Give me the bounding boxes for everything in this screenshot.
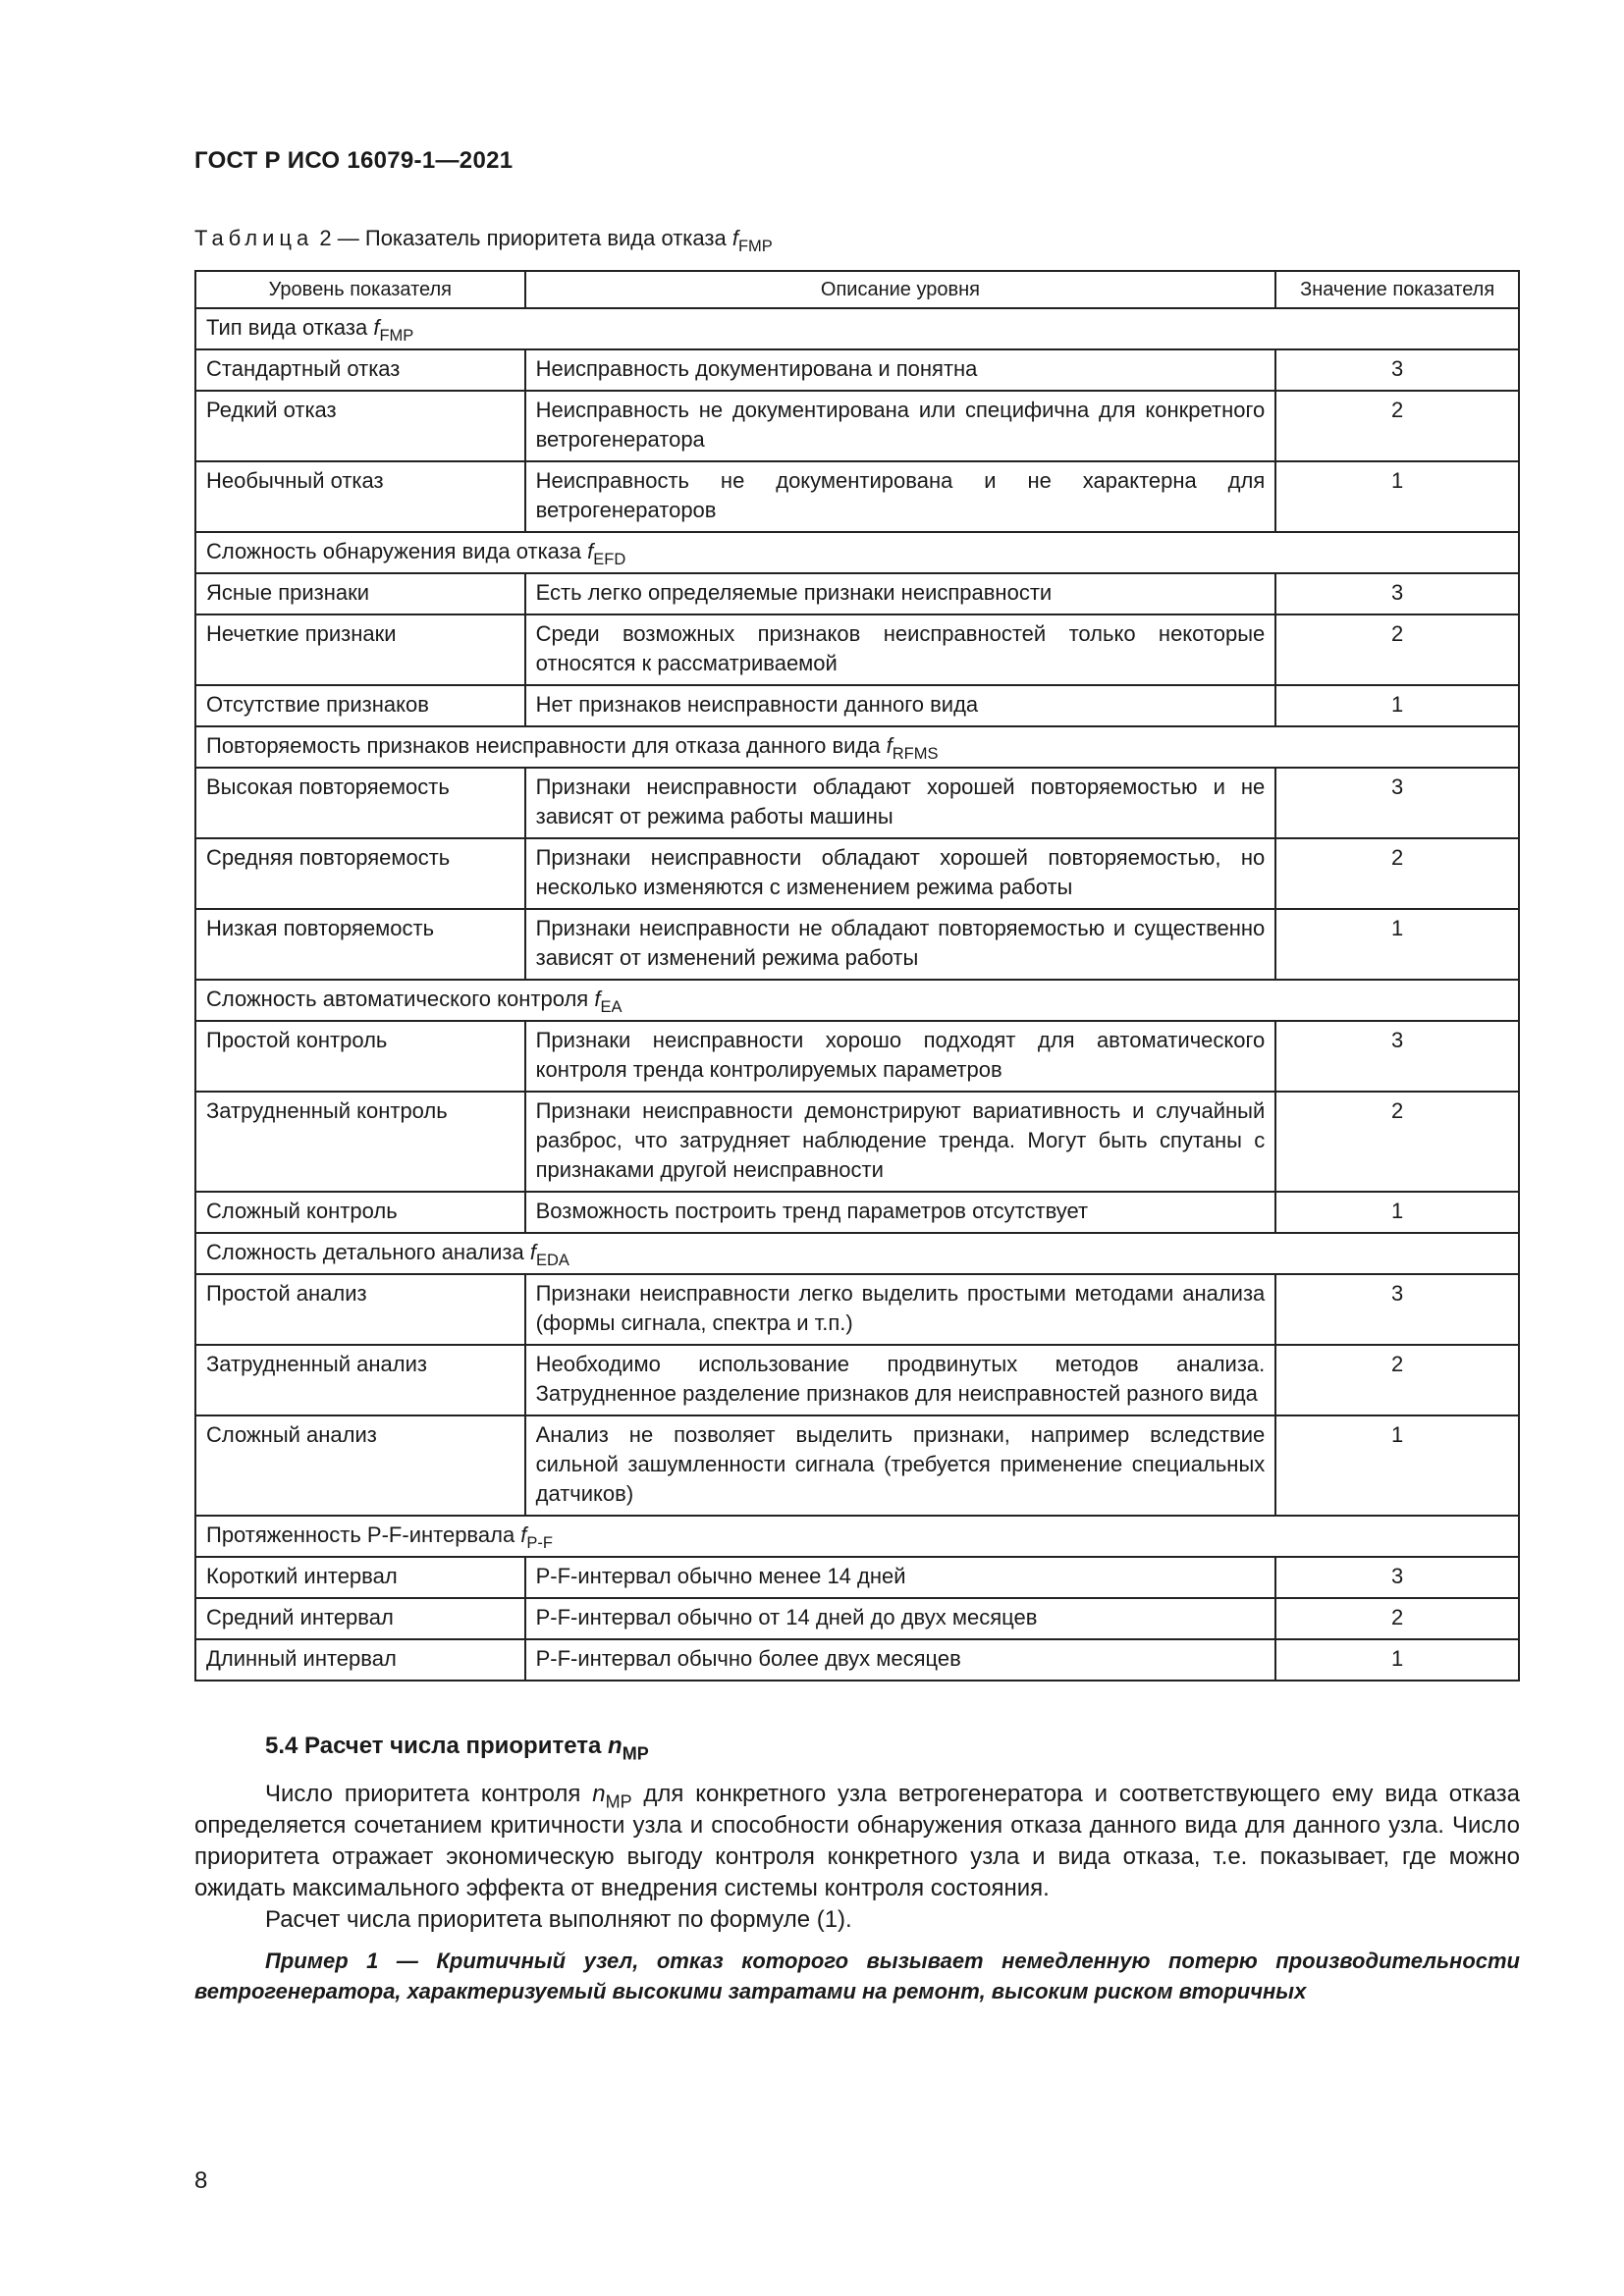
table-row (195, 461, 1519, 532)
group-symbol: f (520, 1522, 527, 1547)
group-title: Тип вида отказа (206, 315, 374, 340)
table-row (195, 1274, 1519, 1345)
group-subscript: RFMS (892, 744, 939, 763)
table-row (195, 573, 1519, 614)
value-cell: 1 (1275, 1192, 1519, 1233)
value-cell: 2 (1275, 1092, 1519, 1192)
level-cell: Простой контроль (195, 1021, 525, 1092)
level-cell: Сложный контроль (195, 1192, 525, 1233)
table-group-row (195, 308, 1519, 349)
caption-prefix: Таблица (194, 226, 314, 250)
group-title-cell (195, 532, 1519, 573)
value-cell: 1 (1275, 1639, 1519, 1681)
paragraph (194, 1779, 1520, 1904)
description-cell: Признаки неисправности обладают хорошей повторяемостью, но несколько изменяются с изменением режима работы (525, 838, 1276, 909)
group-title-cell (195, 308, 1519, 349)
group-subscript: FMP (379, 326, 414, 345)
value-cell: 2 (1275, 391, 1519, 461)
description-cell: Среди возможных признаков неисправностей только некоторые относятся к рассматриваемой (525, 614, 1276, 685)
value-cell: 2 (1275, 614, 1519, 685)
description-cell: Неисправность документирована и понятна (525, 349, 1276, 391)
table-row (195, 768, 1519, 838)
table-group-row (195, 532, 1519, 573)
group-title: Сложность автоматического контроля (206, 987, 595, 1011)
level-cell: Низкая повторяемость (195, 909, 525, 980)
table-row (195, 1639, 1519, 1681)
level-cell: Высокая повторяемость (195, 768, 525, 838)
description-cell: Неисправность не документирована или специфична для конкретного ветрогенератора (525, 391, 1276, 461)
group-title: Сложность детального анализа (206, 1240, 530, 1264)
group-symbol: f (587, 539, 594, 563)
table-row (195, 1557, 1519, 1598)
group-subscript: P-F (526, 1533, 554, 1552)
description-cell: Анализ не позволяет выделить признаки, например вследствие сильной зашумленности сигнала (требуется применение специальных датчиков) (525, 1415, 1276, 1516)
level-cell: Сложный анализ (195, 1415, 525, 1516)
level-cell: Простой анализ (195, 1274, 525, 1345)
table-row (195, 614, 1519, 685)
level-cell: Затрудненный анализ (195, 1345, 525, 1415)
value-cell: 3 (1275, 768, 1519, 838)
table-row (195, 909, 1519, 980)
group-title: Сложность обнаружения вида отказа (206, 539, 588, 563)
section-heading (265, 1733, 649, 1764)
table-row (195, 685, 1519, 726)
paragraph-text: для конкретного узла ветрогенератора и соответствующего ему вида отказа определяется сочетанием критичности узла и способности обнаружения отказа данного вида для данного узла. Число приоритета отражает экономическую выгоду контроля конкретного узла и вида отказа, т.е. показывает, где можно ожидать максимального эффекта от внедрения системы контроля состояния. (194, 1781, 1520, 1901)
description-cell: Признаки неисправности демонстрируют вариативность и случайный разброс, что затрудняет наблюдение тренда. Могут быть спутаны с признаками другой неисправности (525, 1092, 1276, 1192)
table-group-row (195, 980, 1519, 1021)
value-cell: 1 (1275, 685, 1519, 726)
level-cell: Отсутствие признаков (195, 685, 525, 726)
level-cell: Стандартный отказ (195, 349, 525, 391)
description-cell: Признаки неисправности хорошо подходят для автоматического контроля тренда контролируемых параметров (525, 1021, 1276, 1092)
value-cell: 3 (1275, 573, 1519, 614)
level-cell: Нечеткие признаки (195, 614, 525, 685)
priority-table (194, 270, 1520, 1682)
table-row (195, 1598, 1519, 1639)
table-group-row (195, 726, 1519, 768)
group-title: Повторяемость признаков неисправности для отказа данного вида (206, 733, 887, 758)
description-cell: P-F-интервал обычно менее 14 дней (525, 1557, 1276, 1598)
value-cell: 2 (1275, 838, 1519, 909)
value-cell: 3 (1275, 349, 1519, 391)
caption-number: 2 (319, 226, 332, 250)
paragraph-text: Число приоритета контроля (265, 1781, 593, 1807)
value-cell: 3 (1275, 1274, 1519, 1345)
description-cell: Есть легко определяемые признаки неисправности (525, 573, 1276, 614)
level-cell: Средняя повторяемость (195, 838, 525, 909)
group-title: Протяженность P-F-интервала (206, 1522, 521, 1547)
caption-symbol: f (731, 226, 738, 250)
table-row (195, 1021, 1519, 1092)
paragraph-symbol: n (592, 1781, 606, 1807)
level-cell: Короткий интервал (195, 1557, 525, 1598)
description-cell: Необходимо использование продвинутых методов анализа. Затрудненное разделение признаков для неисправностей разного вида (525, 1345, 1276, 1415)
description-cell: Признаки неисправности обладают хорошей повторяемостью и не зависят от режима работы машины (525, 768, 1276, 838)
group-symbol: f (594, 987, 601, 1011)
table-row (195, 391, 1519, 461)
table-header-row (195, 271, 1519, 308)
caption-text: — Показатель приоритета вида отказа (337, 226, 732, 250)
table-caption (194, 226, 773, 255)
value-cell: 1 (1275, 461, 1519, 532)
value-cell: 1 (1275, 1415, 1519, 1516)
document-header: ГОСТ Р ИСО 16079-1—2021 (194, 147, 514, 174)
group-subscript: EDA (536, 1251, 569, 1269)
description-cell: P-F-интервал обычно от 14 дней до двух месяцев (525, 1598, 1276, 1639)
caption-subscript: FMP (737, 237, 773, 255)
group-symbol: f (529, 1240, 536, 1264)
level-cell: Средний интервал (195, 1598, 525, 1639)
page-number: 8 (194, 2167, 208, 2194)
value-cell: 2 (1275, 1598, 1519, 1639)
paragraph: Расчет числа приоритета выполняют по формуле (1). (265, 1906, 852, 1933)
table-row (195, 349, 1519, 391)
table-row (195, 1345, 1519, 1415)
description-cell: Нет признаков неисправности данного вида (525, 685, 1276, 726)
group-title-cell (195, 1516, 1519, 1557)
value-cell: 3 (1275, 1557, 1519, 1598)
column-header-value: Значение показателя (1275, 271, 1519, 308)
table-row (195, 1092, 1519, 1192)
level-cell: Ясные признаки (195, 573, 525, 614)
table-row (195, 1415, 1519, 1516)
group-subscript: EFD (593, 550, 626, 568)
group-symbol: f (373, 315, 380, 340)
table-row (195, 838, 1519, 909)
description-cell: Возможность построить тренд параметров отсутствует (525, 1192, 1276, 1233)
description-cell: Неисправность не документирована и не характерна для ветрогенераторов (525, 461, 1276, 532)
level-cell: Редкий отказ (195, 391, 525, 461)
table-group-row (195, 1516, 1519, 1557)
section-title: 5.4 Расчет числа приоритета (265, 1733, 609, 1759)
paragraph-subscript: MP (605, 1791, 632, 1812)
level-cell: Длинный интервал (195, 1639, 525, 1681)
section-symbol: n (608, 1733, 623, 1759)
table-group-row (195, 1233, 1519, 1274)
section-subscript: MP (622, 1743, 649, 1764)
description-cell: Признаки неисправности легко выделить простыми методами анализа (формы сигнала, спектра и т.п.) (525, 1274, 1276, 1345)
table-row (195, 1192, 1519, 1233)
group-title-cell (195, 980, 1519, 1021)
group-title-cell (195, 726, 1519, 768)
level-cell: Затрудненный контроль (195, 1092, 525, 1192)
value-cell: 3 (1275, 1021, 1519, 1092)
group-title-cell (195, 1233, 1519, 1274)
group-subscript: EA (600, 997, 623, 1016)
value-cell: 2 (1275, 1345, 1519, 1415)
group-symbol: f (886, 733, 893, 758)
value-cell: 1 (1275, 909, 1519, 980)
column-header-level: Уровень показателя (195, 271, 525, 308)
column-header-description: Описание уровня (525, 271, 1276, 308)
body-text (194, 1779, 1520, 2006)
table-body (195, 308, 1519, 1681)
level-cell: Необычный отказ (195, 461, 525, 532)
description-cell: P-F-интервал обычно более двух месяцев (525, 1639, 1276, 1681)
description-cell: Признаки неисправности не обладают повторяемостью и существенно зависят от изменений режима работы (525, 909, 1276, 980)
example-paragraph: Пример 1 — Критичный узел, отказ которого вызывает немедленную потерю производительности ветрогенератора, характеризуемый высокими затратами на ремонт, высоким риском вторичных (194, 1949, 1520, 2003)
